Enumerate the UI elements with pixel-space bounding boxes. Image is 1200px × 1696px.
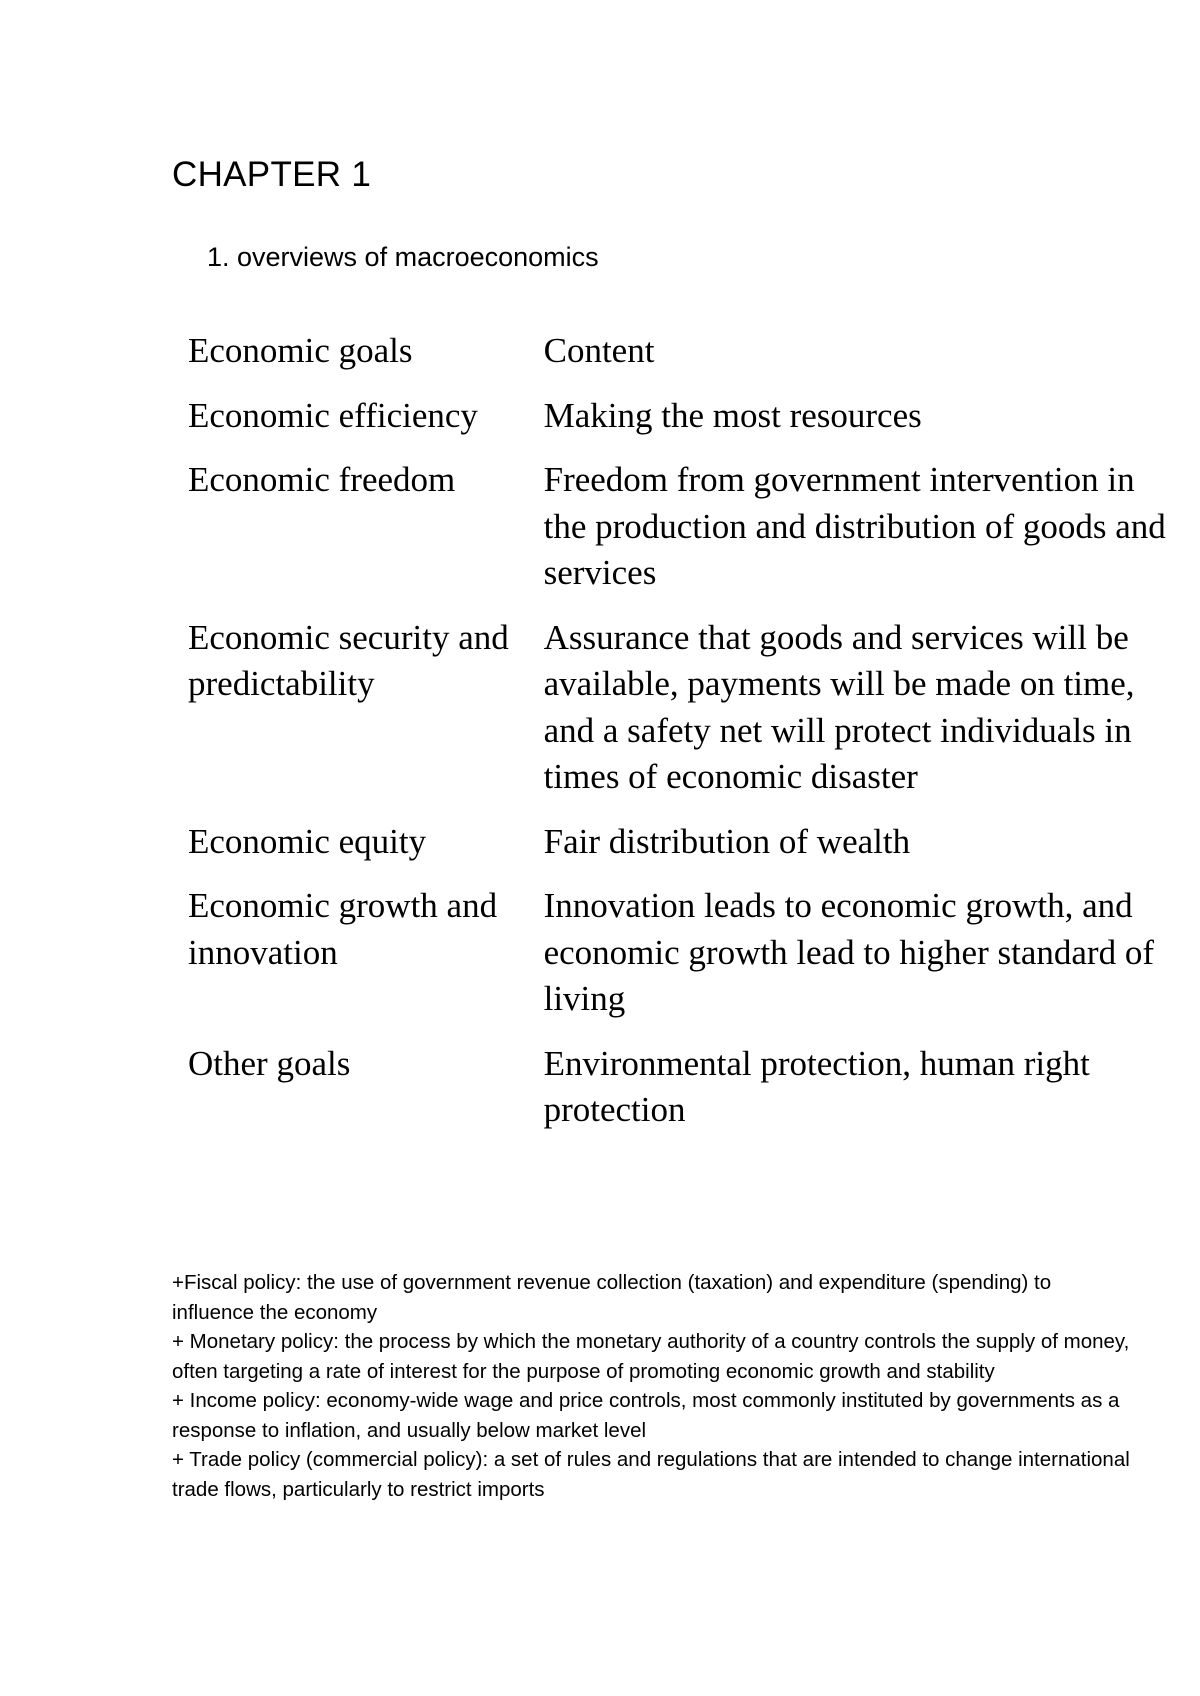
section-heading: 1. overviews of macroeconomics (207, 242, 599, 272)
table-row (180, 1041, 1180, 1152)
table-header-row (180, 328, 1180, 393)
table-cell-goal: Economic freedom (188, 460, 456, 499)
chapter-title: CHAPTER 1 (172, 155, 372, 194)
table-cell-goal: Economic equity (188, 821, 427, 861)
table-cell-goal: Economic efficiency (188, 395, 478, 435)
table-header-content: Content (543, 331, 655, 370)
table-row (180, 393, 1180, 458)
note-fiscal-policy: +Fiscal policy: the use of government revenue collection (taxation) and expenditure (spending) to influence the economy (172, 1271, 1052, 1324)
table-cell-content: Environmental protection, human right protection (543, 1043, 1090, 1129)
table-cell-content: Innovation leads to economic growth, and economic growth lead to higher standard of living (543, 886, 1154, 1018)
economic-goals-table (180, 328, 1180, 1152)
table-row (180, 457, 1180, 615)
note-income-policy: + Income policy: economy-wide wage and price controls, most commonly instituted by governments as a response to inflation, and usually below market level (172, 1389, 1120, 1442)
note-monetary-policy: + Monetary policy: the process by which the monetary authority of a country controls the supply of money, often targeting a rate of interest for the purpose of promoting economic growth and stability (172, 1330, 1130, 1383)
table-cell-goal: Economic growth and innovation (188, 886, 498, 972)
table-cell-content: Assurance that goods and services will be available, payments will be made on time, and a safety net will protect individuals in times of economic disaster (543, 617, 1135, 796)
table-row (180, 883, 1180, 1041)
table-cell-goal: Economic security and predictability (188, 617, 509, 703)
table-cell-content: Freedom from government intervention in the production and distribution of goods and services (543, 460, 1166, 592)
policy-notes (172, 1268, 1132, 1504)
table-cell-content: Making the most resources (543, 395, 922, 435)
table-row (180, 819, 1180, 884)
note-trade-policy: + Trade policy (commercial policy): a set of rules and regulations that are intended to change international trade flows, particularly to restrict imports (172, 1448, 1130, 1501)
table-header-goals: Economic goals (188, 331, 413, 370)
table-cell-content: Fair distribution of wealth (543, 821, 911, 861)
table-row (180, 615, 1180, 819)
table-cell-goal: Other goals (188, 1043, 351, 1083)
